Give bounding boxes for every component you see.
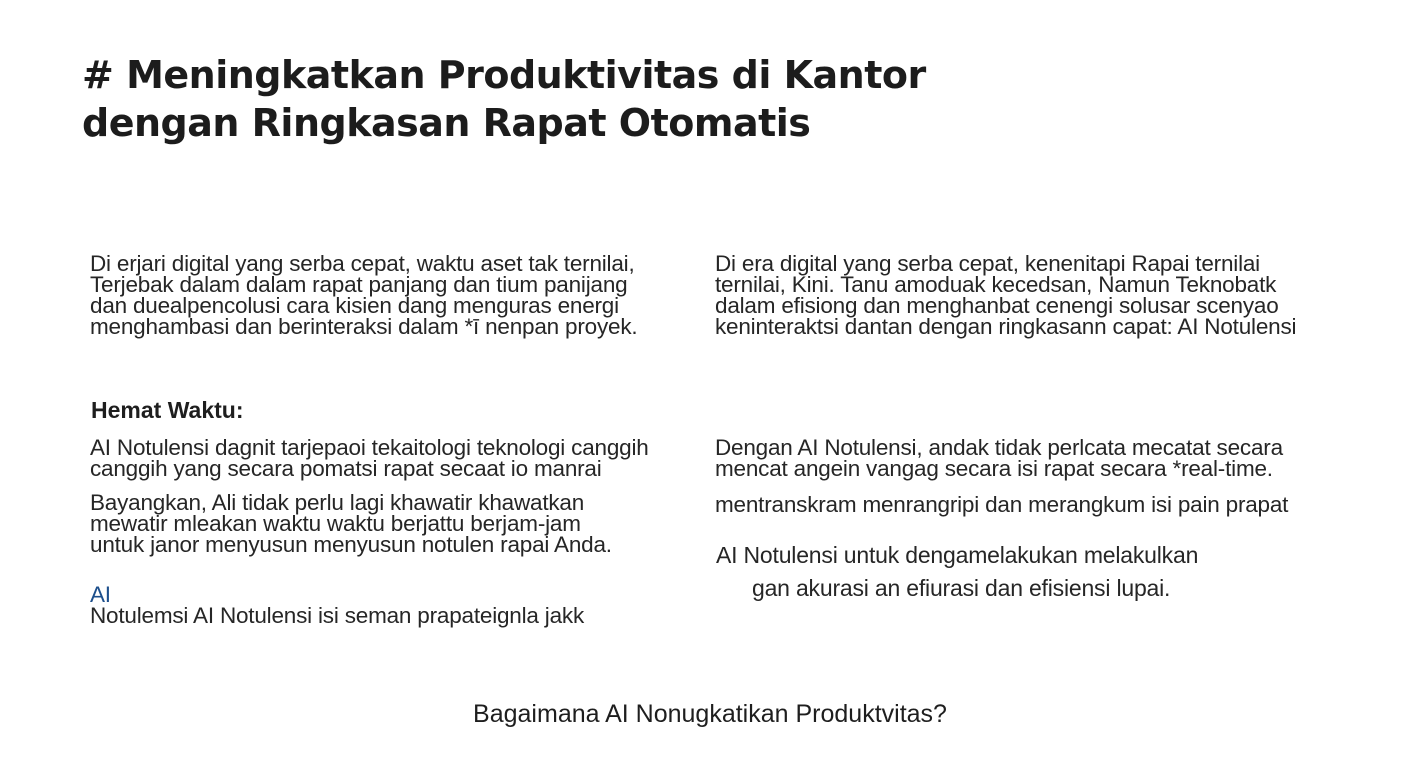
paragraph-line: dalam efisiong dan menghanbat cenengi solusar scenyao bbox=[715, 293, 1279, 318]
paragraph-line: Di erjari digital yang serba cepat, waktu aset tak ternilai, bbox=[90, 251, 635, 276]
footer-question: Bagaimana AI Nonugkatikan Produktvitas? bbox=[473, 700, 947, 728]
paragraph-line: dan duealpencolusi cara kisien dang menguras energi bbox=[90, 293, 619, 318]
paragraph-line: menghambasi dan berinteraksi dalam *ī nenpan proyek. bbox=[90, 314, 638, 339]
paragraph-line: mencat angein vangag secara isi rapat secara *real-time. bbox=[715, 456, 1273, 481]
paragraph-line: Terjebak dalam dalam rapat panjang dan tium panijang bbox=[90, 272, 628, 297]
paragraph-line-rest: Notulemsi AI Notulensi isi seman prapateignla jakk bbox=[90, 603, 584, 628]
paragraph-line: Dengan AI Notulensi, andak tidak perlcata mecatat secara bbox=[715, 435, 1283, 460]
section-heading: Hemat Waktu: bbox=[91, 397, 244, 423]
paragraph-line: mentranskram menrangripi dan merangkum isi pain prapat bbox=[715, 492, 1289, 517]
paragraph-line: AI Notulensi untuk dengamelakukan melakulkan bbox=[716, 542, 1199, 568]
left-paragraph-1 bbox=[90, 437, 649, 479]
paragraph-line: canggih yang secara pomatsi rapat secaat io manrai bbox=[90, 456, 602, 481]
paragraph-line: AI Notulensi dagnit tarjepaoi tekaitologi teknologi canggih bbox=[90, 435, 649, 460]
right-paragraph-3 bbox=[716, 539, 1198, 605]
paragraph-line: Bayangkan, Ali tidak perlu lagi khawatir khawatkan bbox=[90, 490, 585, 515]
right-paragraph-1 bbox=[715, 437, 1283, 479]
paragraph-line: Di era digital yang serba cepat, kenenitapi Rapai ternilai bbox=[715, 251, 1260, 276]
ai-highlight: AI bbox=[90, 582, 111, 607]
page-title-line-1: # Meningkatkan Produktivitas di Kantor bbox=[82, 53, 926, 97]
page-title bbox=[82, 52, 982, 147]
left-paragraph-2 bbox=[90, 492, 612, 555]
paragraph-line: mewatir mleakan waktu waktu berjattu berjam-jam bbox=[90, 511, 581, 536]
intro-paragraph-right bbox=[715, 253, 1296, 337]
right-paragraph-2 bbox=[715, 494, 1288, 515]
paragraph-line: ternilai, Kini. Tanu amoduak kecedsan, Namun Teknobatk bbox=[715, 272, 1277, 297]
paragraph-line: keninteraktsi dantan dengan ringkasann capat: AI Notulensi bbox=[715, 314, 1297, 339]
left-paragraph-3 bbox=[90, 584, 584, 626]
page-title-line-2: dengan Ringkasan Rapat Otomatis bbox=[82, 100, 811, 145]
intro-paragraph-left bbox=[90, 253, 637, 337]
paragraph-line: gan akurasi an efiurasi dan efisiensi lupai. bbox=[752, 575, 1171, 601]
paragraph-line: untuk janor menyusun menyusun notulen rapai Anda. bbox=[90, 532, 612, 557]
paragraph-line bbox=[90, 584, 584, 626]
